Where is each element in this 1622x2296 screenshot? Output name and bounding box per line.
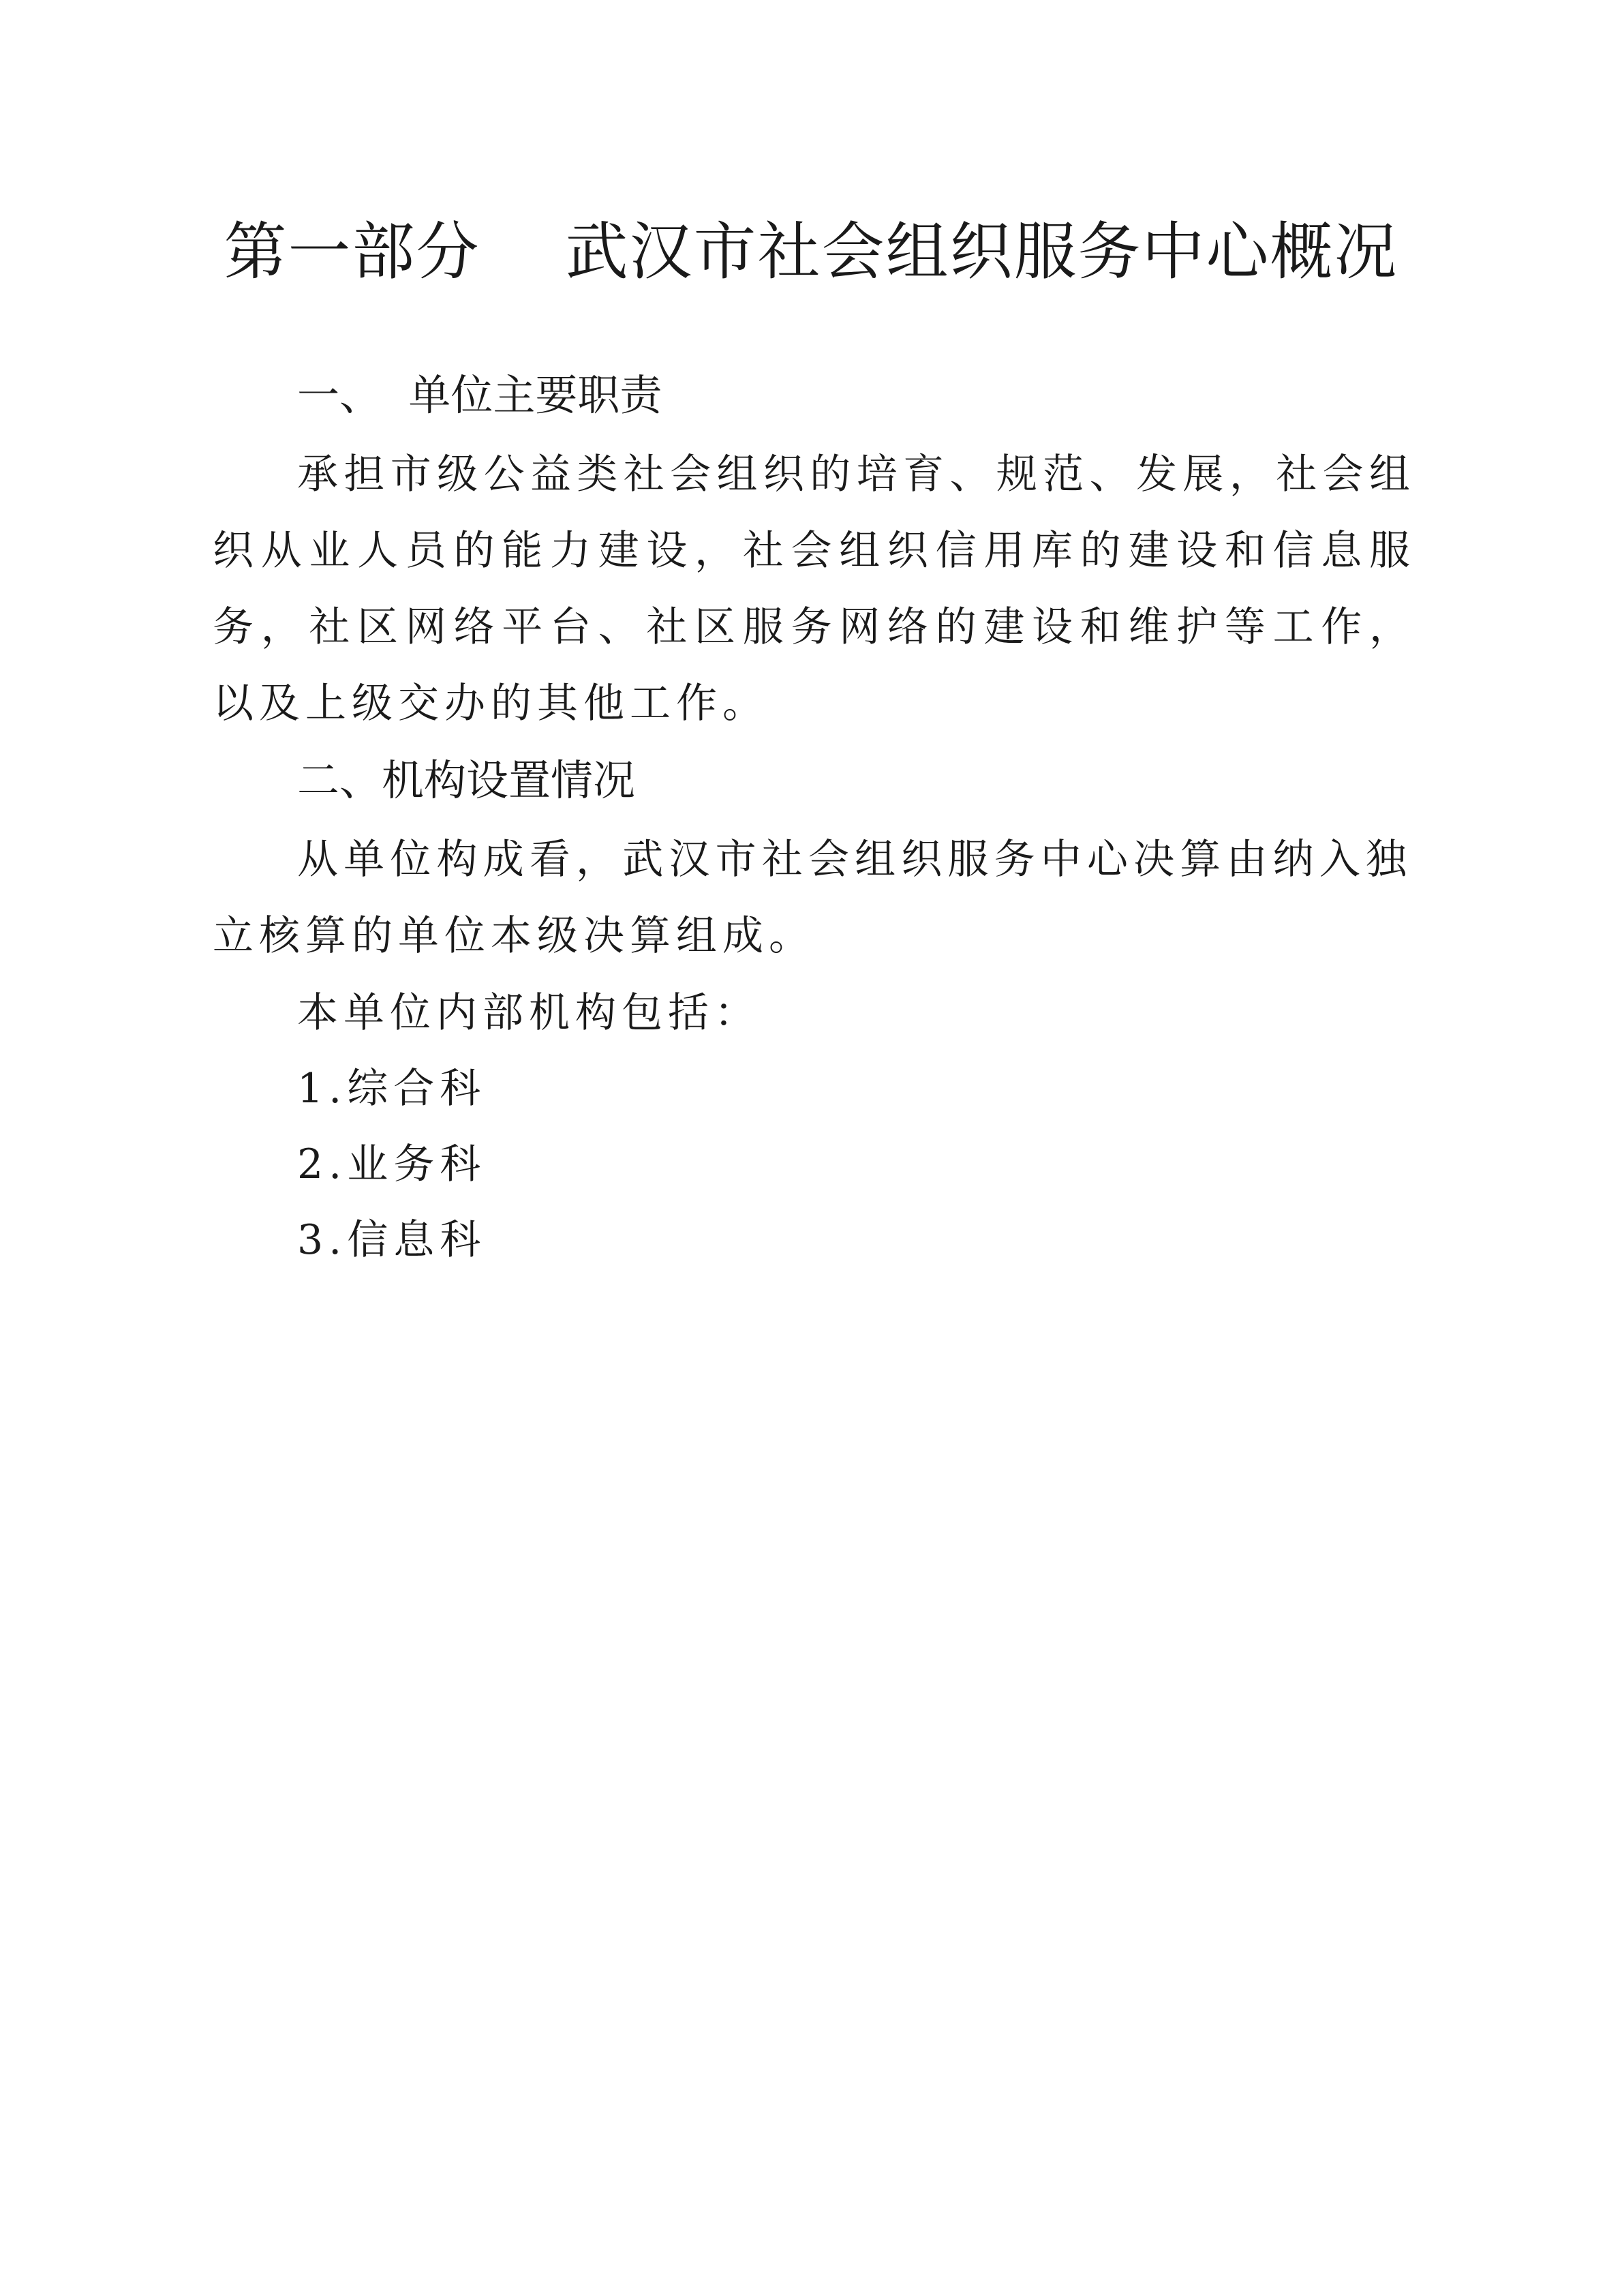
section-heading-organization: 二、机构设置情况	[297, 755, 636, 805]
department-item: 2.业务科	[297, 1141, 487, 1188]
organization-paragraph: 从单位构成看，武汉市社会组织服务中心决算由纳入独立核算的单位本级决算组成。	[213, 836, 1412, 960]
department-item: 1.综合科	[297, 1065, 487, 1113]
page-title: 第一部分 武汉市社会组织服务中心概况	[224, 215, 1398, 288]
section-heading-duties: 一、 单位主要职责	[297, 370, 662, 420]
duties-paragraph: 承担市级公益类社会组织的培育、规范、发展，社会组织从业人员的能力建设，社会组织信用库的建设和信息服务，社区网络平台、社区服务网络的建设和维护等工作，以及上级交办的其他工作。	[213, 451, 1416, 727]
department-item: 3.信息科	[297, 1216, 487, 1264]
departments-intro: 本单位内部机构包括：	[297, 989, 761, 1037]
